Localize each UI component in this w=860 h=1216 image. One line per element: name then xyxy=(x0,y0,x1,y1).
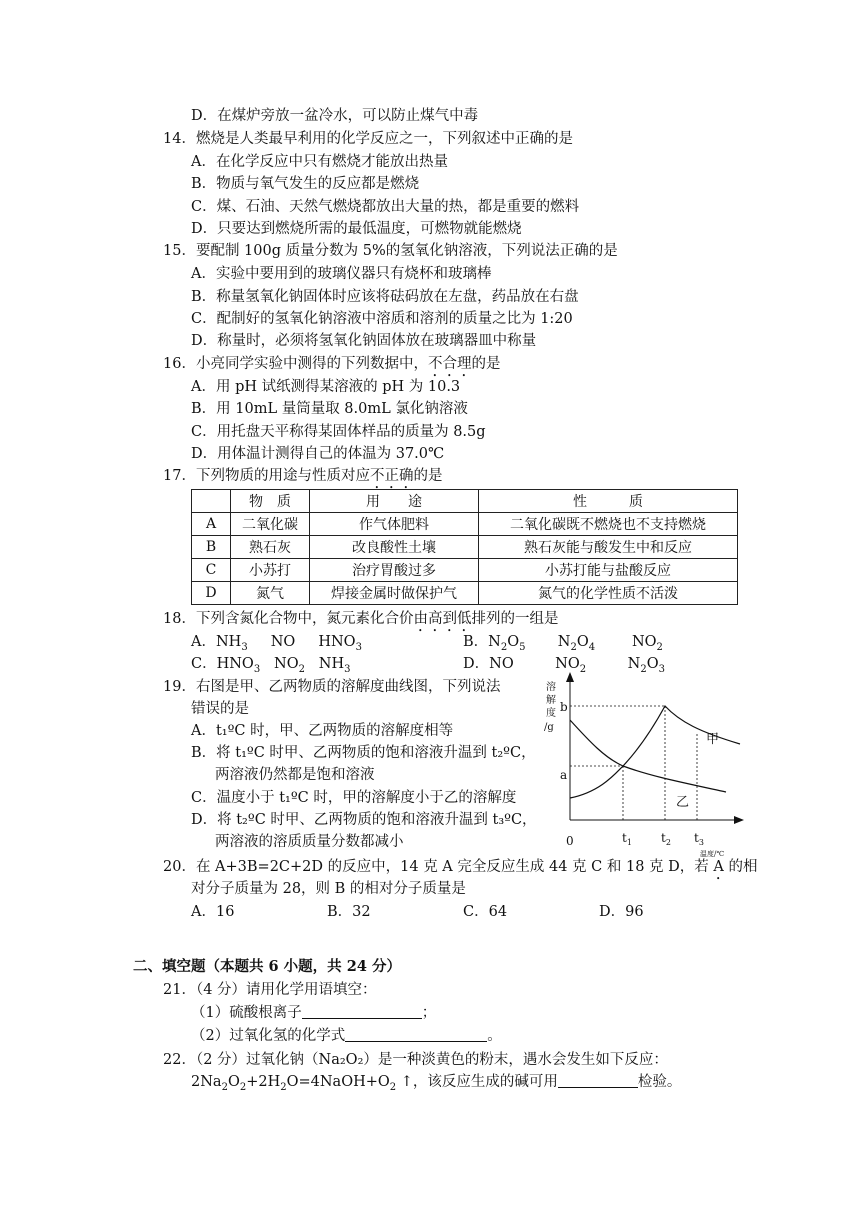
answer-blank[interactable] xyxy=(558,1073,638,1088)
q14-option-d: D．只要达到燃烧所需的最低温度，可燃物就能燃烧 xyxy=(191,221,522,237)
q19-stem-line2: 错误的是 xyxy=(191,701,249,717)
table-cell: A xyxy=(192,513,231,536)
q15-option-a: A．实验中要用到的玻璃仪器只有烧杯和玻璃棒 xyxy=(191,266,492,282)
q16-stem: 16．小亮同学实验中测得的下列数据中，不合理的是 xyxy=(163,356,501,372)
y-tick-a: a xyxy=(560,768,568,782)
q18-stem: 18．下列含氮化合物中，氮元素化合价由高到低排列的一组是 xyxy=(163,611,559,627)
q19-option-a: A．t₁ºC 时，甲、乙两物质的溶解度相等 xyxy=(191,723,454,739)
y-axis-label-1: 溶 xyxy=(546,682,556,693)
table-cell: C xyxy=(192,559,231,582)
table-row xyxy=(192,559,738,582)
header-cell: 物 质 xyxy=(231,490,310,513)
answer-blank[interactable] xyxy=(345,1027,487,1042)
table-cell: 氮气的化学性质不活泼 xyxy=(479,582,738,605)
q22-line2: $2Na_2O_2+2H_2O=4NaOH+O_2$ ↑，该反应生成的碱可用 检验。 xyxy=(191,1074,682,1093)
table-row xyxy=(192,582,738,605)
table-cell: 作气体肥料 xyxy=(310,513,479,536)
table-cell: 二氧化碳 xyxy=(231,513,310,536)
header-cell xyxy=(192,490,231,513)
q21-stem: 21．（4 分）请用化学用语填空： xyxy=(163,982,377,998)
table-cell: B xyxy=(192,536,231,559)
header-cell: 用 途 xyxy=(310,490,479,513)
q16-option-b: B．用 10mL 量筒量取 8.0mL 氯化钠溶液 xyxy=(191,401,468,417)
x-axis xyxy=(570,816,744,824)
table-cell: 二氧化碳既不燃烧也不支持燃烧 xyxy=(479,513,738,536)
table-header-row xyxy=(192,490,738,513)
table-cell: 小苏打能与盐酸反应 xyxy=(479,559,738,582)
y-axis-label-3: 度 xyxy=(546,708,556,719)
q15-option-b: B．称量氢氧化钠固体时应该将砝码放在左盘，药品放在右盘 xyxy=(191,289,579,305)
q16-option-c: C．用托盘天平称得某固体样品的质量为 8.5g xyxy=(191,424,486,440)
solubility-chart xyxy=(530,670,760,870)
q15-option-c: C．配制好的氢氧化钠溶液中溶质和溶剂的质量之比为 1:20 xyxy=(191,311,573,327)
q18-option-a: A．$NH_3$ NO $HNO_3$ xyxy=(191,634,362,653)
q21-part-1: （1）硫酸根离子 ； xyxy=(191,1005,437,1021)
y-tick-b: b xyxy=(560,700,568,714)
q18-option-d: D．NO $NO_2$ $N_2O_3$ xyxy=(463,656,665,675)
q20-option-c: C．64 xyxy=(463,904,508,920)
x-axis-label: 温度/℃ xyxy=(700,850,725,858)
table-row xyxy=(192,513,738,536)
table-row xyxy=(192,536,738,559)
q19-option-d-line1: D．将 t₂ºC 时甲、乙两物质的饱和溶液升温到 t₃ºC， xyxy=(191,812,537,828)
series-jia-curve xyxy=(570,706,740,798)
q19-option-c: C．温度小于 t₁ºC 时，甲的溶解度小于乙的溶解度 xyxy=(191,790,517,806)
origin-label: 0 xyxy=(566,834,574,848)
q19-stem-line1: 19．右图是甲、乙两物质的溶解度曲线图，下列说法 xyxy=(163,679,501,695)
q15-option-d: D．称量时，必须将氢氧化钠固体放在玻璃器皿中称量 xyxy=(191,333,537,349)
table-cell: 改良酸性土壤 xyxy=(310,536,479,559)
q15-stem: 15．要配制 100g 质量分数为 5%的氢氧化钠溶液，下列说法正确的是 xyxy=(163,243,618,259)
q20-option-a: A．16 xyxy=(191,904,235,920)
q14-option-b: B．物质与氧气发生的反应都是燃烧 xyxy=(191,176,420,192)
series-label-yi: 乙 xyxy=(676,795,690,810)
q16-option-a: A．用 pH 试纸测得某溶液的 pH 为 10.3 xyxy=(191,379,461,395)
table-cell: 熟石灰 xyxy=(231,536,310,559)
answer-blank[interactable] xyxy=(302,1004,422,1019)
q18-option-c: C．$HNO_3$ $NO_2$ $NH_3$ xyxy=(191,656,351,675)
q14-option-c: C．煤、石油、天然气燃烧都放出大量的热，都是重要的燃料 xyxy=(191,199,580,215)
q22-stem: 22．（2 分）过氧化钠（Na₂O₂）是一种淡黄色的粉末，遇水会发生如下反应： xyxy=(163,1052,668,1068)
x-tick-t1: $t_1$ xyxy=(622,831,632,847)
x-tick-t2: $t_2$ xyxy=(661,831,671,847)
table-cell: 氮气 xyxy=(231,582,310,605)
x-tick-t3: $t_3$ xyxy=(694,831,704,847)
q17-stem: 17．下列物质的用途与性质对应不正确的是 xyxy=(163,468,443,484)
q19-option-b-line2: 两溶液仍然都是饱和溶液 xyxy=(215,767,375,783)
section-title: 二、填空题（本题共 6 小题，共 24 分） xyxy=(133,958,401,975)
series-label-jia: 甲 xyxy=(706,732,720,747)
q19-option-d-line2: 两溶液的溶质质量分数都减小 xyxy=(215,834,404,850)
q17-table xyxy=(191,489,738,605)
q14-option-a: A．在化学反应中只有燃烧才能放出热量 xyxy=(191,154,448,170)
q19-option-b-line1: B．将 t₁ºC 时甲、乙两物质的饱和溶液升温到 t₂ºC， xyxy=(191,745,536,761)
table-cell: 焊接金属时做保护气 xyxy=(310,582,479,605)
q16-option-d: D．用体温计测得自己的体温为 37.0℃ xyxy=(191,446,445,462)
q20-option-d: D．96 xyxy=(599,904,644,920)
y-axis-label-2: 解 xyxy=(546,695,556,706)
q14-stem: 14．燃烧是人类最早利用的化学反应之一，下列叙述中正确的是 xyxy=(163,131,573,147)
q20-stem-line1: 20．在 A+3B=2C+2D 的反应中，14 克 A 完全反应生成 44 克 C 和 18 克 D，若 A 的相 xyxy=(163,859,758,875)
q21-part-2: （2）过氧化氢的化学式 。 xyxy=(191,1028,502,1044)
y-axis-label-4: /g xyxy=(544,722,554,733)
q13-option-d: D．在煤炉旁放一盆冷水，可以防止煤气中毒 xyxy=(191,108,479,124)
q20-option-b: B．32 xyxy=(327,904,371,920)
table-cell: D xyxy=(192,582,231,605)
q18-option-b: B．$N_2O_5$ $N_2O_4$ $NO_2$ xyxy=(463,634,663,653)
table-cell: 小苏打 xyxy=(231,559,310,582)
table-cell: 熟石灰能与酸发生中和反应 xyxy=(479,536,738,559)
table-cell: 治疗胃酸过多 xyxy=(310,559,479,582)
q20-stem-line2: 对分子质量为 28，则 B 的相对分子质量是 xyxy=(191,881,466,897)
header-cell: 性 质 xyxy=(479,490,738,513)
